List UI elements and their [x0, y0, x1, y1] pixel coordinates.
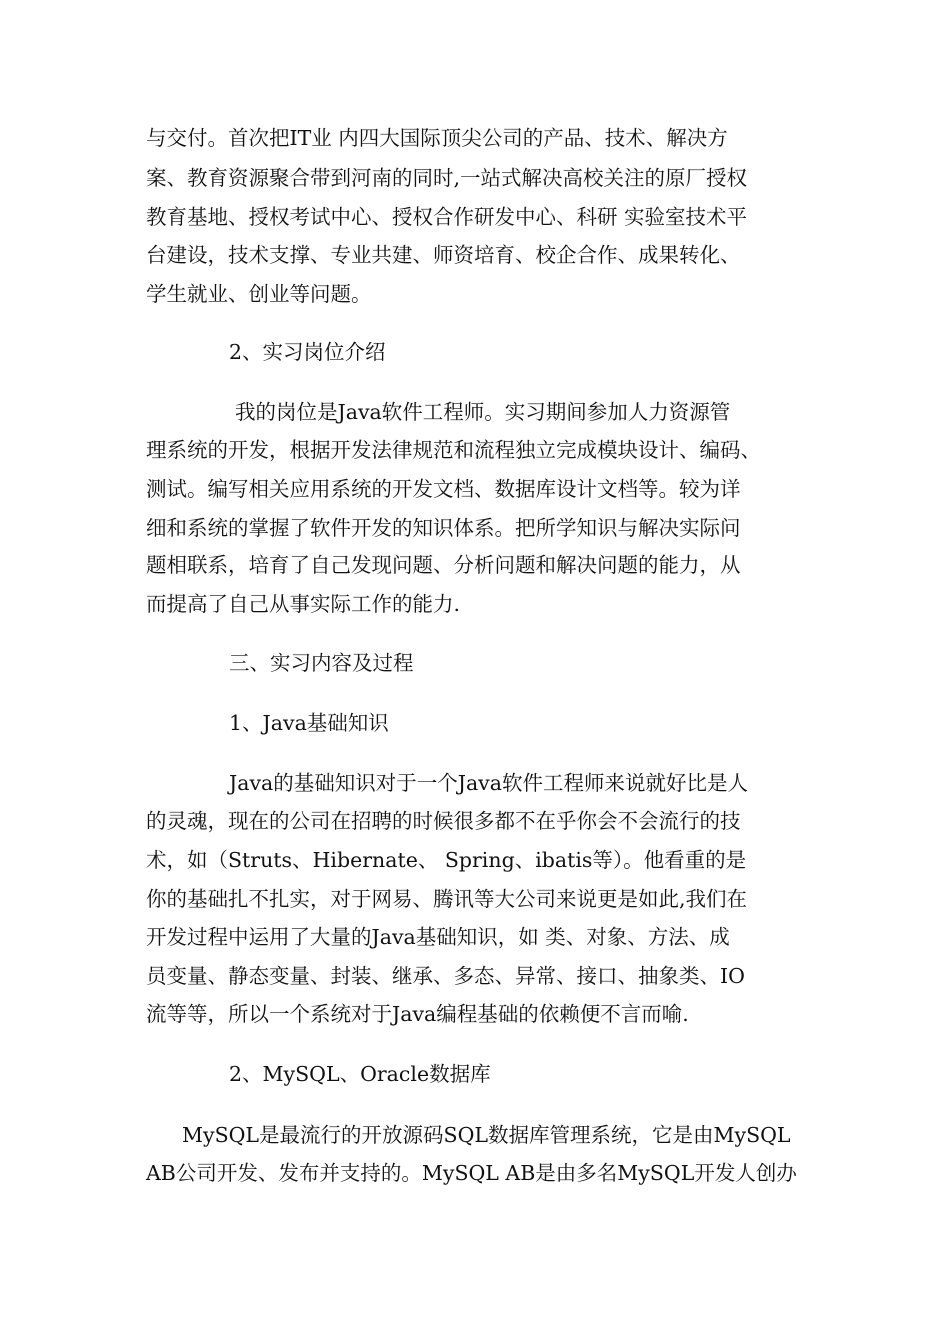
paragraph-line: 案、教育资源聚合带到河南的同时,一站式解决高校关注的原厂授权	[146, 166, 748, 190]
paragraph-line: 测试。编写相关应用系统的开发文档、数据库设计文档等。较为详	[146, 477, 741, 501]
paragraph-line: 教育基地、授权考试中心、授权合作研发中心、科研 实验室技术平	[146, 205, 748, 229]
paragraph-line: 而提高了自己从事实际工作的能力.	[146, 592, 461, 616]
paragraph-line: 员变量、静态变量、封装、继承、多态、异常、接口、抽象类、IO	[146, 964, 745, 988]
paragraph-line: 的灵魂，现在的公司在招聘的时候很多都不在乎你会不会流行的技	[146, 809, 741, 833]
section-heading-java-basics: 1、Java基础知识	[229, 711, 389, 735]
paragraph-line: 流等等，所以一个系统对于Java编程基础的依赖便不言而喻.	[146, 1002, 689, 1026]
section-heading-database: 2、MySQL、Oracle数据库	[229, 1062, 491, 1086]
paragraph-line: MySQL是最流行的开放源码SQL数据库管理系统，它是由MySQL	[182, 1123, 791, 1147]
paragraph-line: 我的岗位是Java软件工程师。实习期间参加人力资源管	[235, 400, 731, 424]
paragraph-line: 与交付。首次把IT业 内四大国际顶尖公司的产品、技术、解决方	[146, 126, 728, 150]
paragraph-line: Java的基础知识对于一个Java软件工程师来说就好比是人	[229, 771, 748, 795]
paragraph-line: 术，如（Struts、Hibernate、 Spring、ibatis等）。他看重的是	[146, 848, 747, 872]
paragraph-line: 题相联系，培育了自己发现问题、分析问题和解决问题的能力，从	[146, 553, 741, 577]
paragraph-line: 开发过程中运用了大量的Java基础知识，如 类、对象、方法、成	[146, 925, 730, 949]
paragraph-line: 理系统的开发，根据开发法律规范和流程独立完成模块设计、编码、	[146, 438, 761, 462]
paragraph-line: AB公司开发、发布并支持的。MySQL AB是由多名MySQL开发人创办	[146, 1161, 797, 1185]
paragraph-line: 你的基础扎不扎实，对于网易、腾讯等大公司来说更是如此,我们在	[146, 887, 748, 911]
paragraph-line: 学生就业、创业等问题。	[146, 282, 372, 306]
section-heading-job-intro: 2、实习岗位介绍	[229, 340, 386, 364]
section-heading-content: 三、实习内容及过程	[229, 651, 414, 675]
paragraph-line: 细和系统的掌握了软件开发的知识体系。把所学知识与解决实际问	[146, 516, 741, 540]
paragraph-line: 台建设，技术支撑、专业共建、师资培育、校企合作、成果转化、	[146, 243, 741, 267]
